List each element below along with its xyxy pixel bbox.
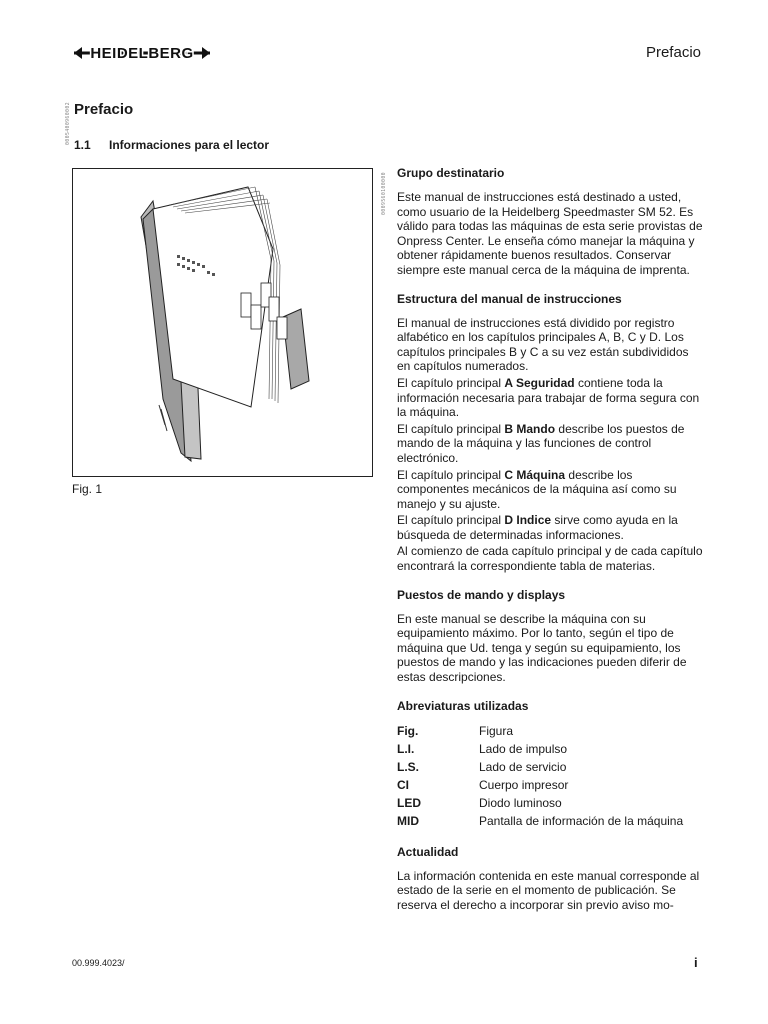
paragraph-actualidad: La información contenida en este manual corresponde al estado de la serie en el momento de publicación. Se reserva el derecho a incorporar sin previo aviso mo- [397, 868, 700, 912]
section-abreviaturas [397, 699, 705, 831]
paragraph-chapter-b: El capítulo principal B Mando describe los puestos de mando de la máquina y las funciones de control electrónico. [397, 421, 685, 465]
figure-manual-binder [72, 168, 373, 477]
paragraph-estructura-1: El manual de instrucciones está dividido por registro alfabético en los capítulos principales A, B, C y D. Los capítulos principales B y C a su vez están subdivididos en capítulos numerados. [397, 315, 689, 374]
section-title: Informaciones para el lector [109, 138, 270, 152]
abbr-row: MID Pantalla de información de la máquina [397, 814, 684, 829]
paragraph-puestos: En este manual se describe la máquina con su equipamiento máximo. Por lo tanto, según el tipo de máquina que Ud. tenga y según su equipamiento, los puestos de mando y las indicaciones pueden diferir de estas descripciones. [397, 611, 687, 685]
section-estructura [397, 292, 705, 574]
abbr-row: Fig. Figura [397, 724, 514, 739]
abbr-row: CI Cuerpo impresor [397, 778, 569, 793]
page-title: Prefacio [74, 101, 134, 118]
heidelberg-logo [72, 42, 212, 64]
paragraph-grupo: Este manual de instrucciones está destinado a usted, como usuario de la Heidelberg Speedmaster SM 52. Es válido para todas las máquinas de esta serie provistas de Onpress Center. Le enseña cómo manejar la máquina y obtener rápidamente buenos resultados. Conservar siempre este manual cerca de la máquina de imprenta. [397, 190, 703, 277]
abbr-row: L.I. Lado de impulso [397, 742, 568, 757]
chapter-b-name: B Mando [504, 421, 556, 436]
paragraph-chapter-c: El capítulo principal C Máquina describe los componentes mecánicos de la máquina así como su manejo y su ajuste. [397, 467, 677, 511]
chapter-c-name: C Máquina [504, 467, 566, 482]
section-actualidad [397, 845, 705, 913]
document-number: 00.999.4023/ [72, 958, 125, 968]
paragraph-estructura-last: Al comienzo de cada capítulo principal y de cada capítulo encontrará la correspondiente tabla de materias. [397, 544, 703, 574]
heading-puestos: Puestos de mando y displays [397, 587, 566, 602]
header-section-title: Prefacio [645, 44, 701, 61]
logo-text: HEIDELBERG [90, 45, 194, 62]
chapter-d-name: D Indice [504, 513, 552, 528]
heading-estructura: Estructura del manual de instrucciones [397, 291, 622, 306]
abbr-row: LED Diodo luminoso [397, 796, 562, 811]
section-grupo-destinatario [397, 166, 705, 278]
main-content [397, 166, 705, 926]
margin-code-middle: 0009560100000 [381, 172, 387, 216]
abbr-row: L.S. Lado de servicio [397, 760, 567, 775]
page-number: i [694, 955, 698, 970]
figure-label: Fig. 1 [72, 482, 103, 496]
chapter-a-name: A Seguridad [504, 375, 575, 390]
margin-code-left: 0005400960002 [65, 102, 71, 146]
paragraph-chapter-d: El capítulo principal D Indice sirve como ayuda en la búsqueda de determinadas informaciones. [397, 513, 678, 542]
binder-illustration [73, 169, 372, 476]
paragraph-chapter-a: El capítulo principal A Seguridad contiene toda la información necesaria para trabajar de forma segura con la máquina. [397, 375, 700, 420]
heading-actualidad: Actualidad [397, 844, 459, 859]
heading-grupo: Grupo destinatario [397, 166, 505, 180]
heading-abreviaturas: Abreviaturas utilizadas [397, 698, 529, 713]
section-puestos [397, 588, 705, 685]
section-number: 1.1 [74, 138, 91, 152]
